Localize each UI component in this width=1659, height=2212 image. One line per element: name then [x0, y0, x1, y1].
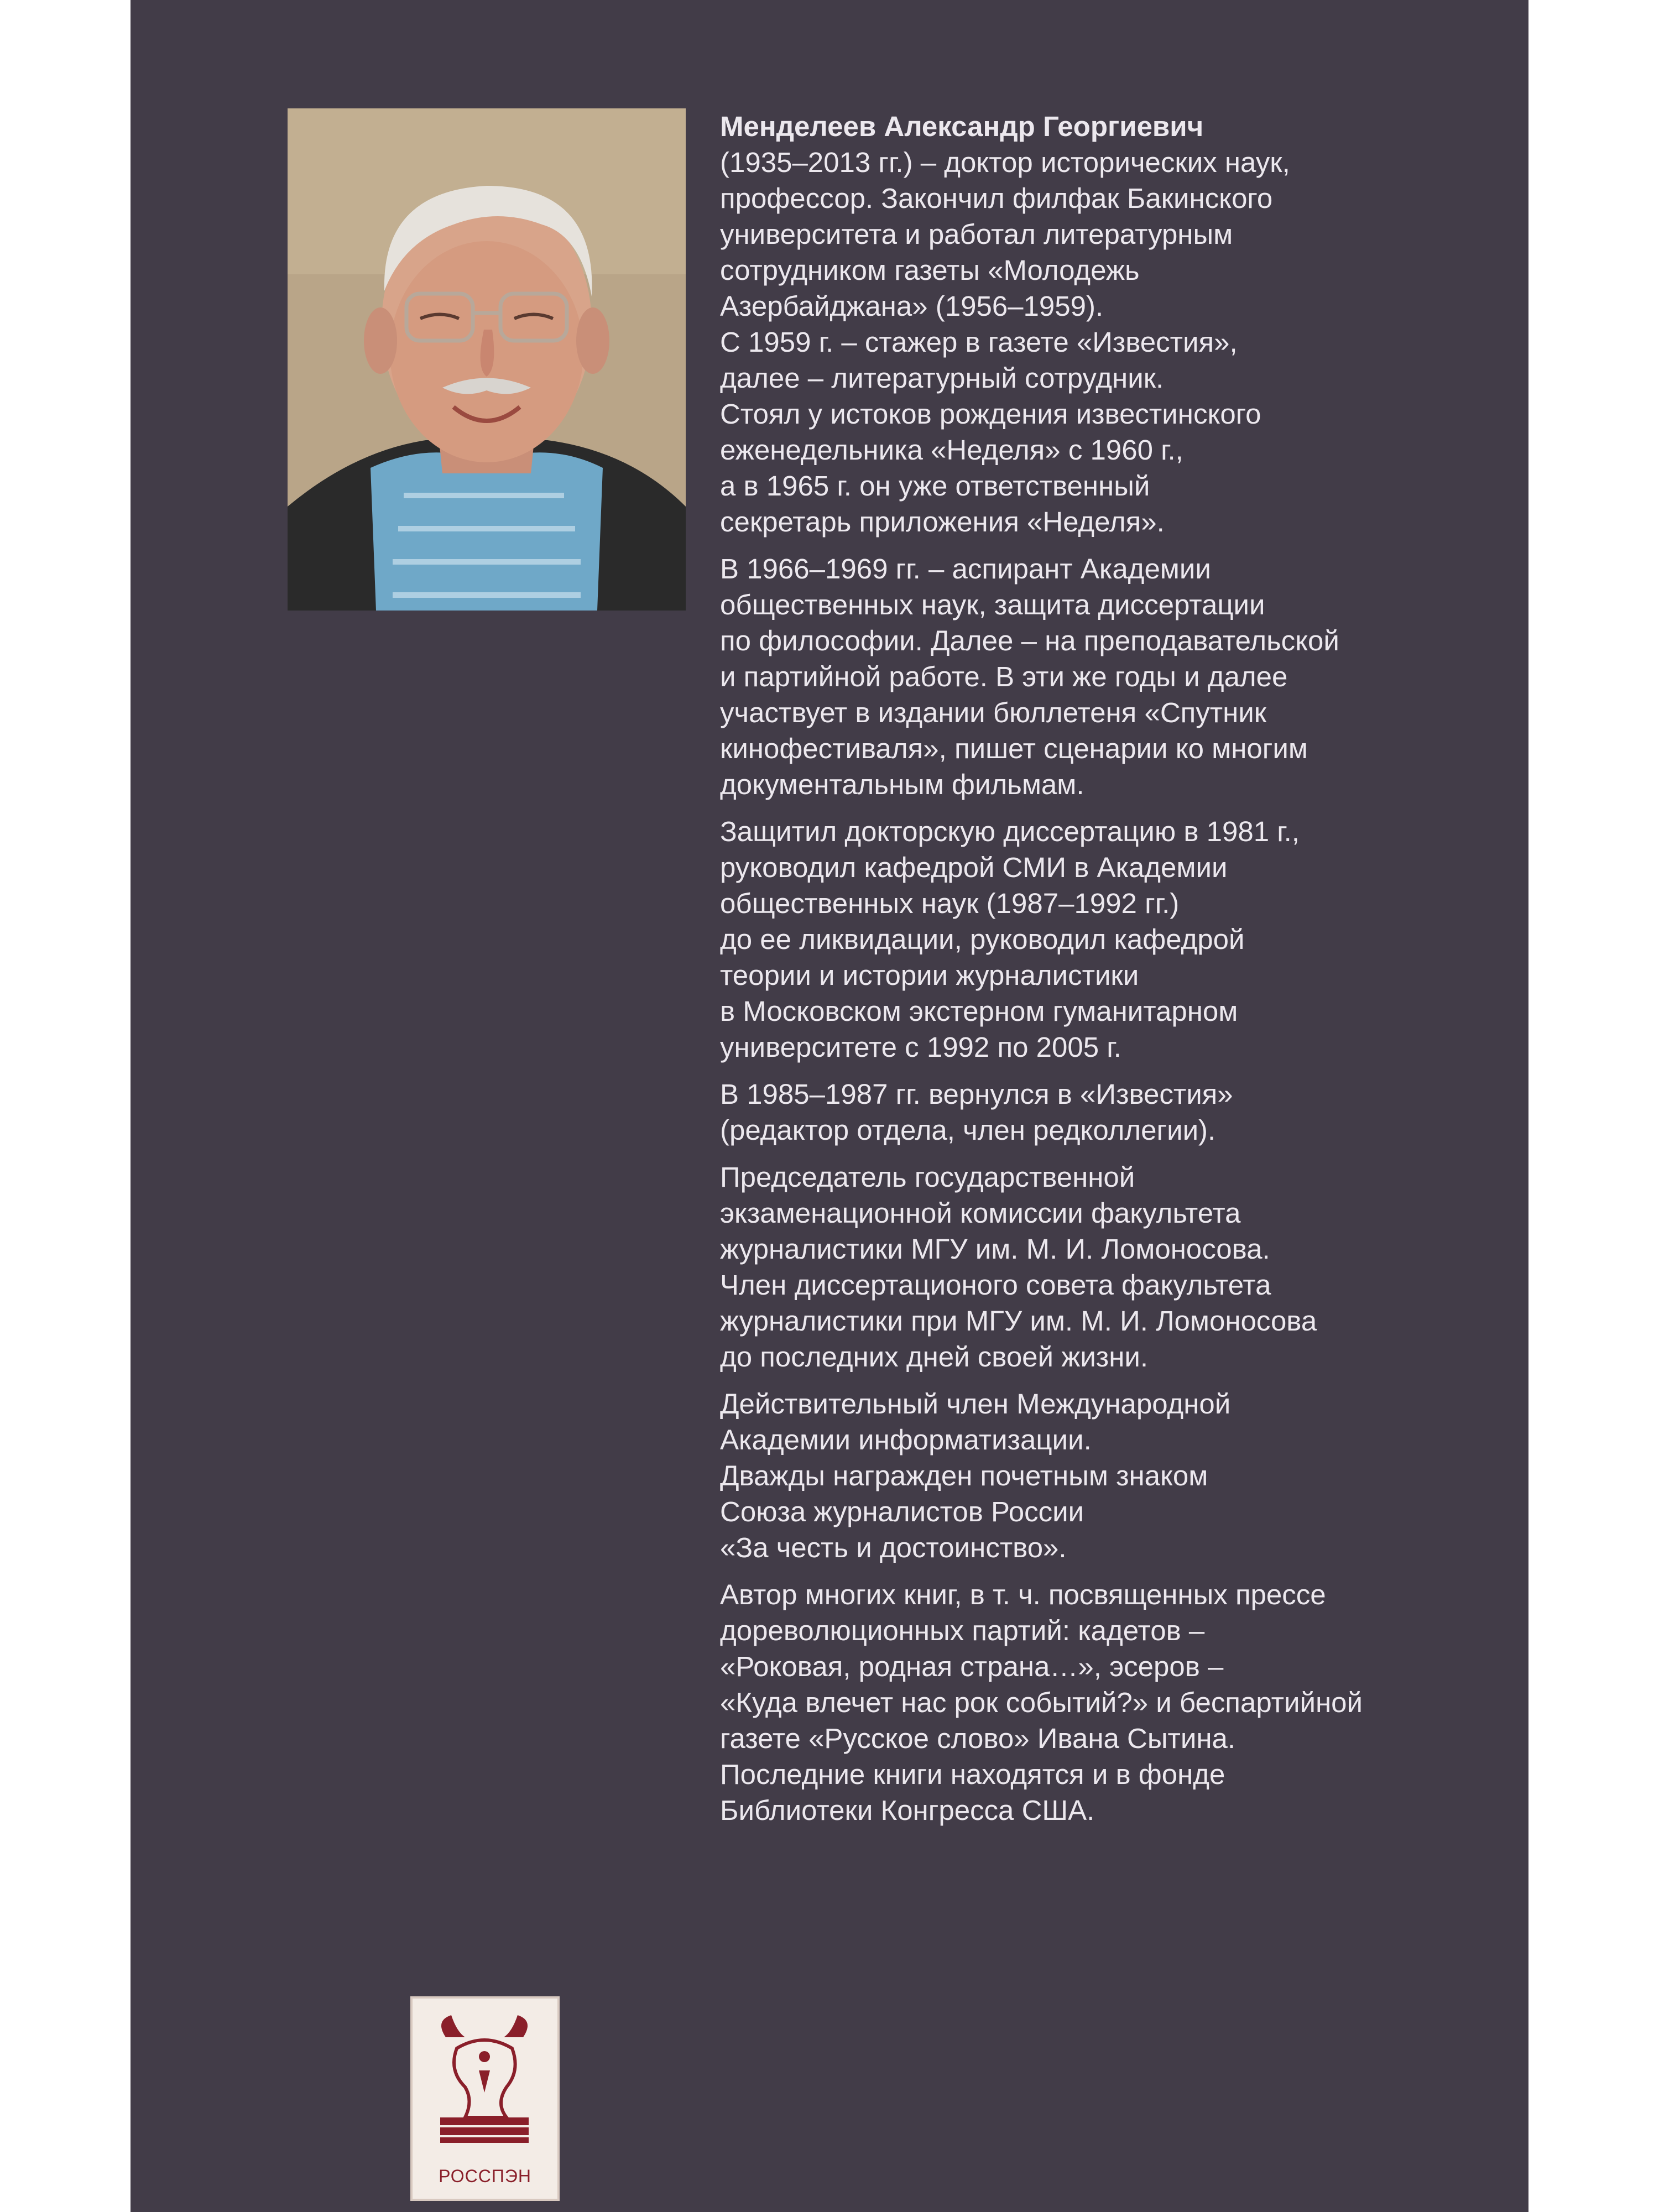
bio-paragraph-1: В 1966–1969 гг. – аспирант Академии общественных наук, защита диссертации по философии. Далее – на преподавательской и партийной работе. В эти же годы и далее участвует в издании бюллетеня «Спутник кинофестиваля», пишет сценарии ко многим документальным фильмам.: [720, 553, 1339, 800]
publisher-logo: [410, 1996, 560, 2201]
author-name: Менделеев Александр Георгиевич: [720, 111, 1204, 142]
bio-paragraph-5: Действительный член Международной Академии информатизации. Дважды награжден почетным знаком Союза журналистов России «За честь и достоинство».: [720, 1388, 1231, 1563]
publisher-name: РОССПЭН: [439, 2166, 531, 2186]
bio-paragraph-4: Председатель государственной экзаменационной комиссии факультета журналистики МГУ им. М. И. Ломоносова. Член диссертационого совета факультета журналистики при МГУ им. М. И. Ломоносова до последних дней своей жизни.: [720, 1161, 1317, 1373]
bio-paragraph-6: Автор многих книг, в т. ч. посвященных прессе дореволюционных партий: кадетов – «Роковая, родная страна…», эсеров – «Куда влечет нас рок событий?» и беспартийной газете «Русское слово» Ивана Сытина. Последние книги находятся и в фонде Библиотеки Конгресса США.: [720, 1579, 1363, 1826]
bio-paragraph-3: В 1985–1987 гг. вернулся в «Известия» (редактор отдела, член редколлегии).: [720, 1078, 1233, 1146]
bio-paragraph-2: Защитил докторскую диссертацию в 1981 г., руководил кафедрой СМИ в Академии общественных наук (1987–1992 гг.) до ее ликвидации, руководил кафедрой теории и истории журналистики в Московском экстерном гуманитарном университете с 1992 по 2005 г.: [720, 816, 1300, 1063]
bio-intro-text: (1935–2013 гг.) – доктор исторических наук, профессор. Закончил филфак Бакинского университета и работал литературным сотрудником газеты «Молодежь Азербайджана» (1956–1959). С 1959 г. – стажер в газете «Известия», далее – литературный сотрудник. Стоял у истоков рождения известинского еженедельника «Неделя» с 1960 г., а в 1965 г. он уже ответственный секретарь приложения «Неделя».: [720, 147, 1290, 538]
author-photo: [288, 108, 686, 611]
author-biography: [720, 108, 1461, 1839]
griffin-emblem-icon: [413, 1999, 557, 2153]
bio-intro-paragraph: [720, 108, 1461, 540]
